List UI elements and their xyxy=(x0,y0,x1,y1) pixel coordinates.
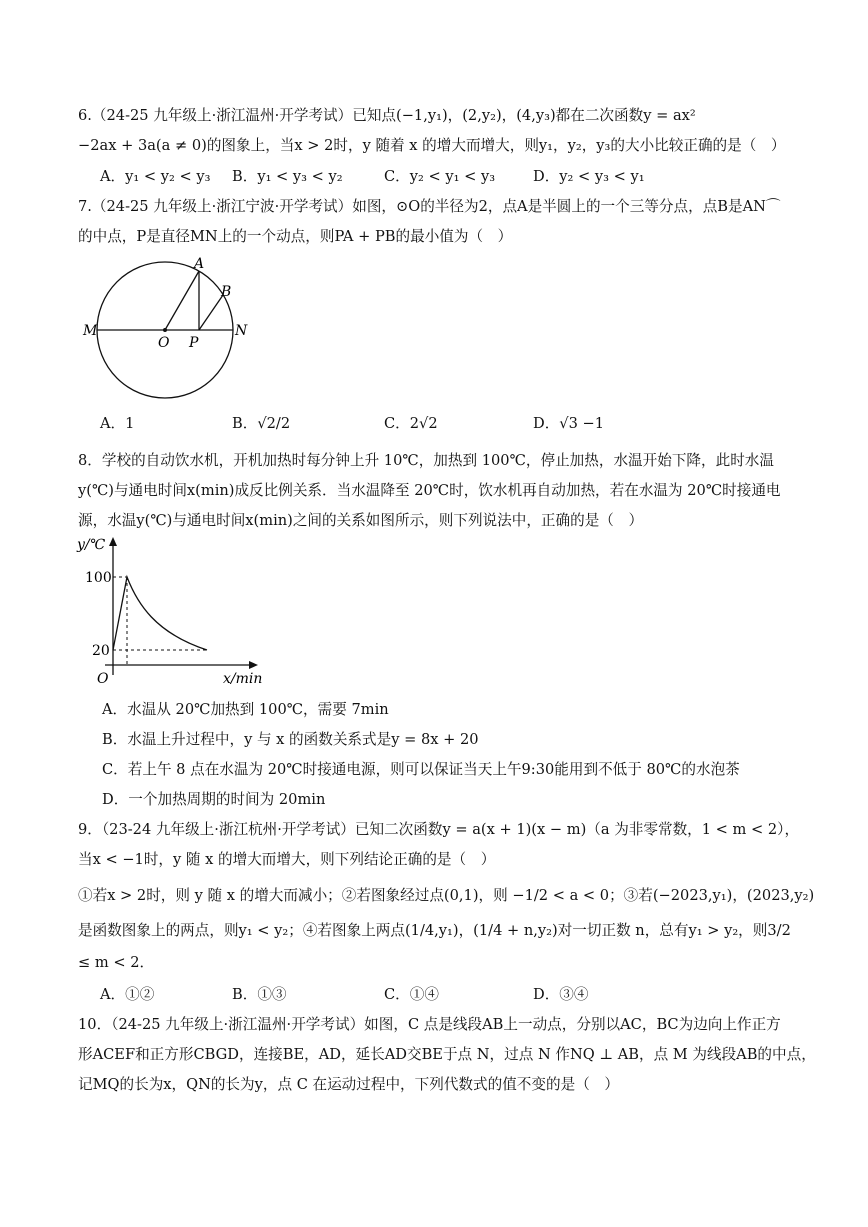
q10-line3: 记MQ的长为x，QN的长为y，点 C 在运动过程中，下列代数式的值不变的是（ ） xyxy=(78,1076,619,1093)
q8-line1: 8．学校的自动饮水机，开机加热时每分钟上升 10℃，加热到 100℃，停止加热，水温开始下降，此时水温 xyxy=(78,452,774,469)
origin-label: O xyxy=(97,671,109,687)
q9-option-a: A．①② xyxy=(100,986,155,1003)
q7-option-a: A．1 xyxy=(100,415,135,432)
label-o: O xyxy=(158,335,170,351)
q6-option-b: B．y₁ < y₃ < y₂ xyxy=(232,168,343,185)
q7-line2: 的中点，P是直径MN上的一个动点，则PA + PB的最小值为（ ） xyxy=(78,228,513,245)
q10-line2: 形ACEF和正方形CBGD，连接BE，AD，延长AD交BE于点 N，过点 N 作NQ ⊥ AB，点 M 为线段AB的中点， xyxy=(78,1046,816,1063)
q6-option-a: A．y₁ < y₂ < y₃ xyxy=(100,168,211,185)
q8-option-a: A．水温从 20℃加热到 100℃，需要 7min xyxy=(102,701,389,718)
segment-pb xyxy=(199,295,223,330)
q9-line3: ①若x > 2时，则 y 随 x 的增大而减小；②若图象经过点(0,1)，则 −1/2 < a < 0；③若(−2023,y₁)，(2023,y₂) xyxy=(78,887,815,904)
q9-option-d: D．③④ xyxy=(533,986,589,1003)
q7-option-d: D．√3 −1 xyxy=(533,415,605,432)
q9-line2: 当x < −1时，y 随 x 的增大而增大，则下列结论正确的是（ ） xyxy=(78,851,496,868)
q9-option-b: B．①③ xyxy=(232,986,287,1003)
y-axis-arrow xyxy=(109,537,117,546)
label-m: M xyxy=(83,323,98,339)
q7-line1: 7.（24-25 九年级上·浙江宁波·开学考试）如图，⊙O的半径为2，点A是半圆上的一个三等分点，点B是AN⌒ xyxy=(78,198,781,215)
center-dot xyxy=(163,328,167,332)
q8-line3: 源，水温y(℃)与通电时间x(min)之间的关系如图所示，则下列说法中，正确的是（ ） xyxy=(78,512,644,529)
label-p: P xyxy=(189,335,199,351)
segment-oa xyxy=(165,271,199,330)
tick-20: 20 xyxy=(92,643,110,659)
q7-option-c: C．2√2 xyxy=(384,415,438,432)
q7-circle-figure xyxy=(75,255,265,400)
q8-line2: y(℃)与通电时间x(min)成反比例关系．当水温降至 20℃时，饮水机再自动加热，若在水温为 20℃时接通电 xyxy=(78,482,781,499)
q10-line1: 10．（24-25 九年级上·浙江温州·开学考试）如图，C 点是线段AB上一动点，分别以AC，BC为边向上作正方 xyxy=(78,1016,781,1033)
y-axis-label: y/℃ xyxy=(77,537,106,553)
q6-option-c: C．y₂ < y₁ < y₃ xyxy=(384,168,496,185)
x-axis-arrow xyxy=(249,661,258,669)
label-n: N xyxy=(235,323,248,339)
q8-option-c: C．若上午 8 点在水温为 20℃时接通电源，则可以保证当天上午9:30能用到不低于 80℃的水泡茶 xyxy=(102,761,740,778)
q6-line1: 6.（24-25 九年级上·浙江温州·开学考试）已知点(−1,y₁)，(2,y₂)，(4,y₃)都在二次函数y = ax² xyxy=(78,107,696,124)
q9-option-c: C．①④ xyxy=(384,986,439,1003)
tick-100: 100 xyxy=(85,570,112,586)
q8-option-b: B．水温上升过程中，y 与 x 的函数关系式是y = 8x + 20 xyxy=(102,731,479,748)
q8-temperature-graph xyxy=(75,535,275,690)
q6-option-d: D．y₂ < y₃ < y₁ xyxy=(533,168,645,185)
x-axis-label: x/min xyxy=(223,671,263,687)
q6-line2: −2ax + 3a(a ≠ 0)的图象上，当x > 2时，y 随着 x 的增大而增大，则y₁，y₂，y₃的大小比较正确的是（ ） xyxy=(78,137,786,154)
q9-line5: ≤ m < 2． xyxy=(78,954,155,971)
q7-option-b: B．√2/2 xyxy=(232,415,291,432)
label-a: A xyxy=(194,256,205,272)
q9-line1: 9．（23-24 九年级上·浙江杭州·开学考试）已知二次函数y = a(x + 1)(x − m)（a 为非零常数，1 < m < 2）， xyxy=(78,821,800,838)
q9-line4: 是函数图象上的两点，则y₁ < y₂；④若图象上两点(1/4,y₁)，(1/4 + n,y₂)对一切正数 n，总有y₁ > y₂，则3/2 xyxy=(78,922,791,939)
label-b: B xyxy=(221,284,232,300)
q8-option-d: D．一个加热周期的时间为 20min xyxy=(102,791,326,808)
